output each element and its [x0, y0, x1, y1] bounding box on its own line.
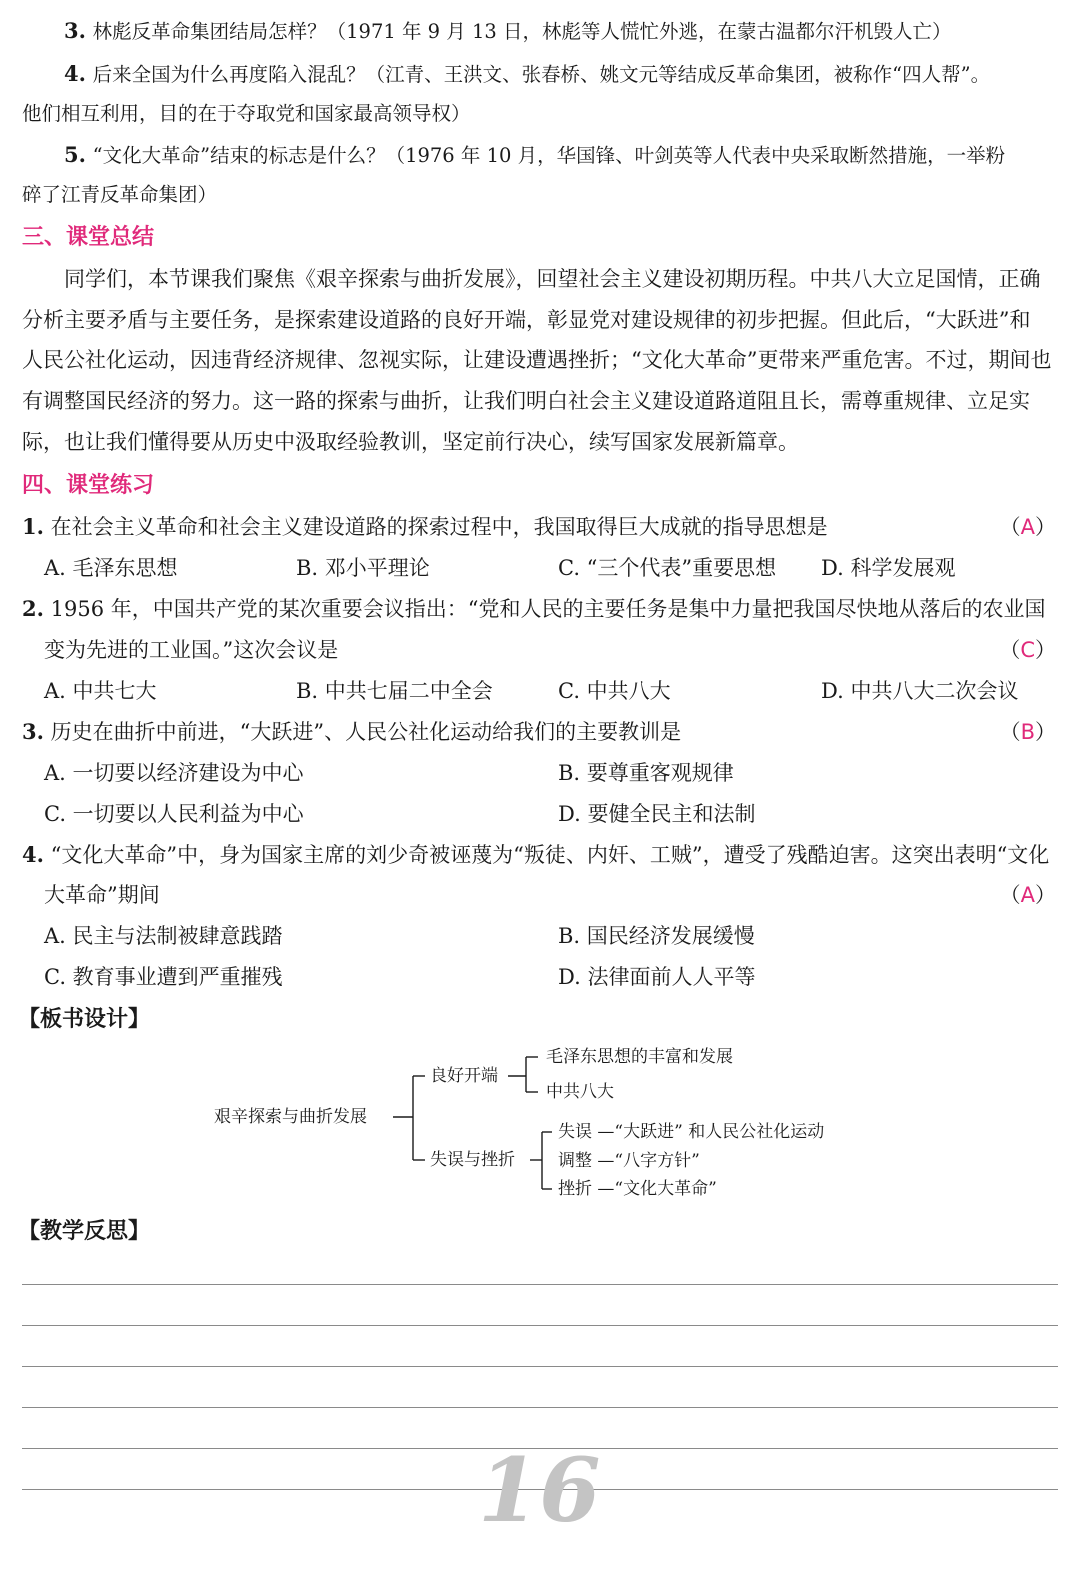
practice-q3-number: 3.: [22, 719, 44, 744]
q3-number: 3.: [64, 18, 86, 43]
paren-open: （: [999, 720, 1021, 744]
q4-text-l1: 后来全国为什么再度陷入混乱？（江青、王洪文、张春桥、姚文元等结成反革命集团，被称作“四人帮”。: [92, 63, 991, 86]
option-d: D. 要健全民主和法制: [558, 802, 756, 826]
q4-line2: 他们相互利用，目的在于夺取党和国家最高领导权）: [22, 102, 471, 125]
practice-q2-number: 2.: [22, 596, 44, 621]
board-item: 毛泽东思想的丰富和发展: [546, 1047, 733, 1067]
reflection-heading: 【教学反思】: [18, 1219, 151, 1244]
page-number: 16: [478, 1438, 601, 1542]
practice-q4-text: “文化大革命”中，身为国家主席的刘少奇被诬蔑为“叛徒、内奸、工贼”，遭受了残酷迫害。这突出表明“文化: [50, 843, 1050, 867]
board-item: 失误 —“大跃进” 和人民公社化运动: [558, 1122, 825, 1142]
paren-close: ）: [1035, 515, 1056, 539]
option-d: D. 中共八大二次会议: [821, 679, 1019, 703]
paren-open: （: [999, 883, 1021, 907]
practice-q4-line2: 大革命”期间: [44, 883, 160, 907]
summary-line: 同学们，本节课我们聚焦《艰辛探索与曲折发展》，回望社会主义建设初期历程。中共八大立足国情，正确: [64, 267, 1041, 291]
option-b: B. 国民经济发展缓慢: [558, 924, 755, 948]
practice-q1-text: 在社会主义革命和社会主义建设道路的探索过程中，我国取得巨大成就的指导思想是: [50, 515, 828, 539]
option-c: C. 中共八大: [558, 679, 671, 703]
writing-line: [22, 1325, 1058, 1326]
board-item: 挫折 —“文化大革命”: [558, 1179, 717, 1199]
q3-text: 林彪反革命集团结局怎样？（1971 年 9 月 13 日，林彪等人慌忙外逃，在蒙古温都尔汗机毁人亡）: [92, 20, 952, 43]
option-b: B. 中共七届二中全会: [296, 679, 493, 703]
option-a: A. 民主与法制被肆意践踏: [44, 924, 283, 948]
paren-open: （: [999, 638, 1021, 662]
practice-q2-line2: 变为先进的工业国。”这次会议是: [44, 638, 339, 662]
writing-line: [22, 1366, 1058, 1367]
paren-close: ）: [1035, 638, 1056, 662]
practice-q2-text: 1956 年，中国共产党的某次重要会议指出：“党和人民的主要任务是集中力量把我国尽快地从落后的农业国: [50, 597, 1046, 621]
summary-line: 际，也让我们懂得要从历史中汲取经验教训，坚定前行决心，续写国家发展新篇章。: [22, 430, 799, 454]
option-b: B. 要尊重客观规律: [558, 761, 734, 785]
board-branch-good-start: 良好开端: [430, 1066, 498, 1086]
option-b: B. 邓小平理论: [296, 556, 430, 580]
option-c: C. “三个代表”重要思想: [558, 556, 777, 580]
practice-q1-number: 1.: [22, 514, 44, 539]
q4-number: 4.: [64, 61, 86, 86]
summary-line: 有调整国民经济的努力。这一路的探索与曲折，让我们明白社会主义建设道路道阻且长，需尊重规律、立足实: [22, 389, 1030, 413]
practice-q4-number: 4.: [22, 842, 44, 867]
board-root: 艰辛探索与曲折发展: [214, 1107, 367, 1127]
practice-q3-text: 历史在曲折中前进，“大跃进”、人民公社化运动给我们的主要教训是: [50, 720, 682, 744]
paren-close: ）: [1035, 883, 1056, 907]
board-branch-mistakes: 失误与挫折: [430, 1150, 515, 1170]
answer-letter: A: [1020, 883, 1035, 907]
board-heading: 【板书设计】: [18, 1007, 151, 1032]
option-d: D. 法律面前人人平等: [558, 965, 756, 989]
option-c: C. 一切要以人民利益为中心: [44, 802, 304, 826]
option-d: D. 科学发展观: [821, 556, 956, 580]
option-a: A. 一切要以经济建设为中心: [44, 761, 304, 785]
answer-letter: C: [1020, 638, 1035, 662]
answer-letter: A: [1020, 515, 1035, 539]
q5-text-l1: “文化大革命”结束的标志是什么？（1976 年 10 月，华国锋、叶剑英等人代表中央采取断然措施，一举粉: [92, 144, 1006, 167]
summary-line: 分析主要矛盾与主要任务，是探索建设道路的良好开端，彰显党对建设规律的初步把握。但此后，“大跃进”和: [22, 308, 1031, 332]
writing-line: [22, 1284, 1058, 1285]
q5-line2: 碎了江青反革命集团）: [22, 183, 218, 206]
option-a: A. 中共七大: [44, 679, 157, 703]
writing-line: [22, 1407, 1058, 1408]
practice-heading: 四、课堂练习: [22, 473, 155, 498]
paren-open: （: [999, 515, 1021, 539]
paren-close: ）: [1035, 720, 1056, 744]
board-item: 中共八大: [546, 1082, 614, 1102]
option-a: A. 毛泽东思想: [44, 556, 178, 580]
summary-heading: 三、课堂总结: [22, 225, 155, 250]
option-c: C. 教育事业遭到严重摧残: [44, 965, 283, 989]
answer-letter: B: [1020, 720, 1035, 744]
board-item: 调整 —“八字方针”: [558, 1151, 700, 1171]
q5-number: 5.: [64, 142, 86, 167]
summary-line: 人民公社化运动，因违背经济规律、忽视实际，让建设遭遇挫折；“文化大革命”更带来严重危害。不过，期间也: [22, 348, 1052, 372]
